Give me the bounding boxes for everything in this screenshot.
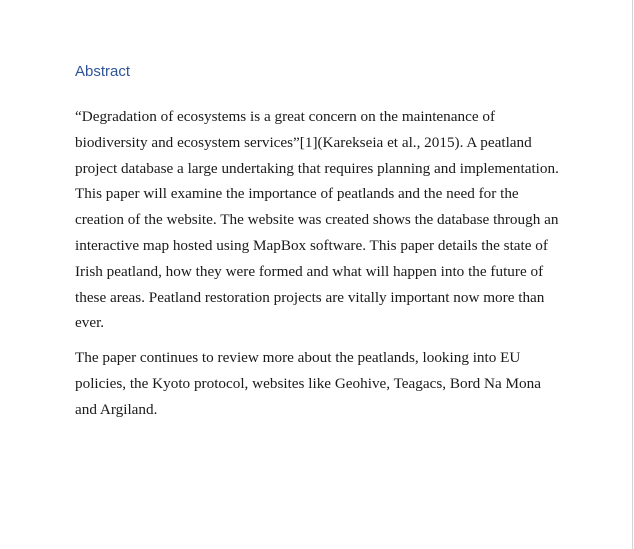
document-body xyxy=(75,60,565,432)
section-heading-abstract: Abstract xyxy=(75,63,131,80)
abstract-paragraph-2: The paper continues to review more about the peatlands, looking into EU policies, the Kyoto protocol, websites like Geohive, Teagacs, Bord Na Mona and Argiland. xyxy=(75,349,541,418)
abstract-paragraph-1: “Degradation of ecosystems is a great concern on the maintenance of biodiversity and ecosystem services”[1](Karekseia et al., 2015). A peatland project database a large undertaking that requires planning and implementation. This paper will examine the importance of peatlands and the need for the creation of the website. The website was created shows the database through an interactive map hosted using MapBox software. This paper details the state of Irish peatland, how they were formed and what will happen into the future of these areas. Peatland restoration projects are vitally important now more than ever. xyxy=(75,108,559,332)
